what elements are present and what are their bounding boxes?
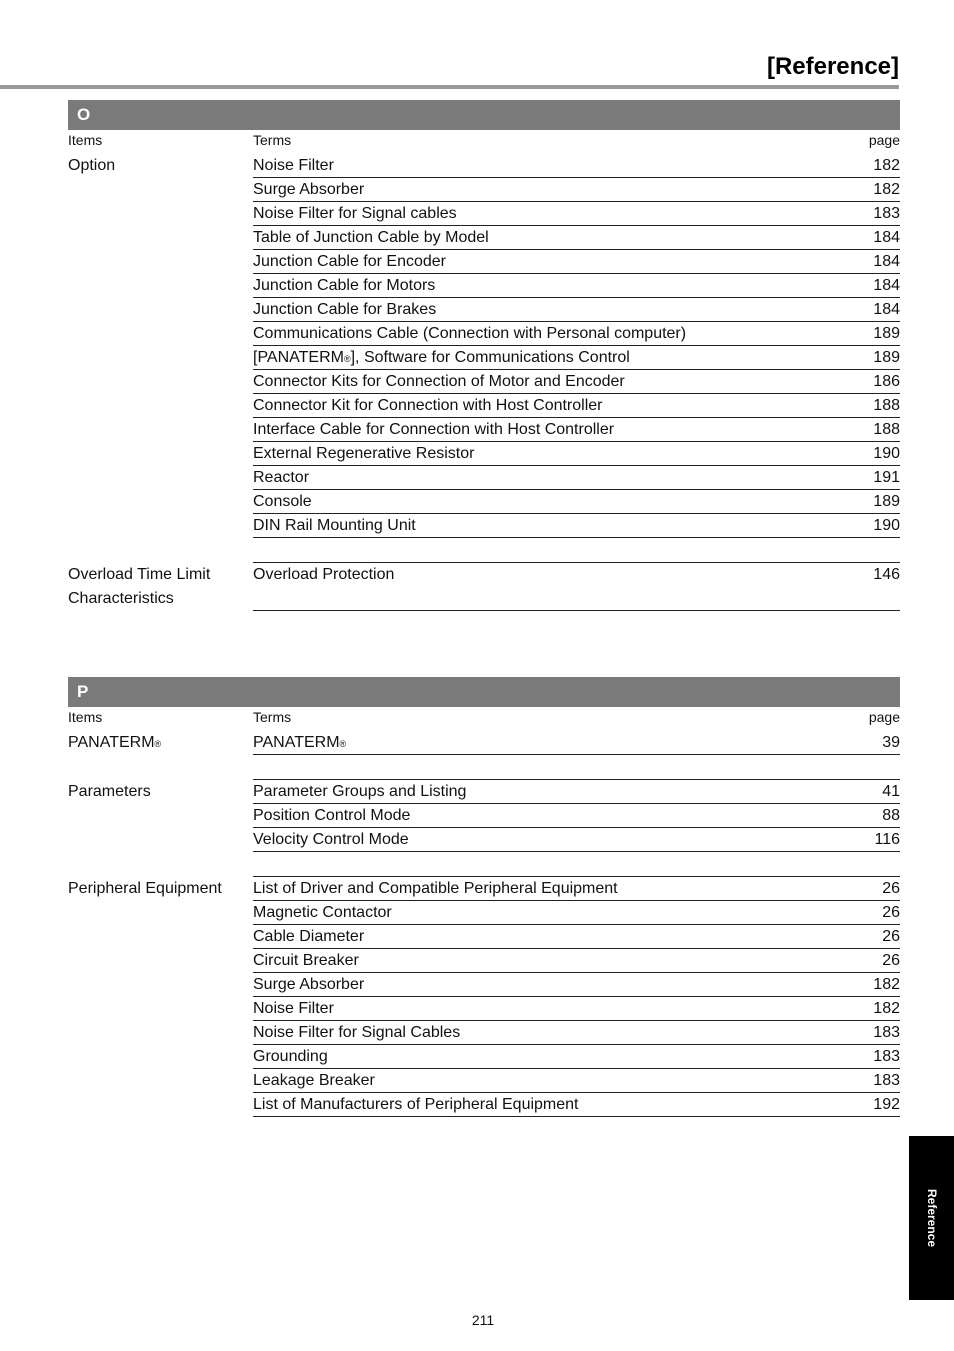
- index-row: [253, 418, 900, 442]
- index-row: [253, 877, 900, 901]
- term-prefix: [PANATERM: [253, 349, 344, 366]
- index-row: [253, 274, 900, 298]
- page-ref: 190: [873, 445, 900, 462]
- index-row: [253, 250, 900, 274]
- item-label-panaterm: [68, 731, 248, 756]
- page-ref: 88: [882, 807, 900, 824]
- page-ref: 146: [873, 566, 900, 583]
- page-ref: 184: [873, 229, 900, 246]
- page-ref: 26: [882, 880, 900, 897]
- group-overload: [68, 563, 900, 611]
- column-terms-label: Terms: [253, 709, 292, 725]
- term-text: Noise Filter: [253, 157, 334, 174]
- term-text: Noise Filter for Signal Cables: [253, 1024, 461, 1041]
- index-row: [253, 298, 900, 322]
- item-label-line: Overload Time Limit: [68, 566, 211, 583]
- row-spacer: [253, 852, 900, 877]
- index-row: [253, 370, 900, 394]
- item-label-text: PANATERM: [68, 734, 155, 751]
- index-row: [253, 1093, 900, 1117]
- group-parameters: [68, 780, 900, 877]
- page-ref: 184: [873, 301, 900, 318]
- group-option: [68, 154, 900, 563]
- column-page-label: page: [868, 132, 900, 148]
- page-ref: 182: [873, 976, 900, 993]
- index-row: [253, 490, 900, 514]
- page-ref: 189: [873, 349, 900, 366]
- index-row: [253, 949, 900, 973]
- page-ref: 188: [873, 397, 900, 414]
- page-ref: 191: [873, 469, 900, 486]
- index-row: [253, 901, 900, 925]
- column-items-label: Items: [68, 709, 103, 725]
- term-text: List of Driver and Compatible Peripheral Equipment: [253, 880, 618, 897]
- term-text: Table of Junction Cable by Model: [253, 229, 489, 246]
- registered-mark: ®: [339, 739, 347, 749]
- column-terms-label: Terms: [253, 132, 292, 148]
- item-label-line: Characteristics: [68, 590, 174, 607]
- page-ref: 26: [882, 904, 900, 921]
- item-label-peripheral: Peripheral Equipment: [68, 880, 222, 897]
- term-text: Surge Absorber: [253, 976, 365, 993]
- term-text: Surge Absorber: [253, 181, 365, 198]
- index-row: [253, 1021, 900, 1045]
- term-text: Leakage Breaker: [253, 1072, 375, 1089]
- term-text: Junction Cable for Motors: [253, 277, 436, 294]
- term-text: Magnetic Contactor: [253, 904, 392, 921]
- page-ref: 26: [882, 952, 900, 969]
- index-row: [253, 1069, 900, 1093]
- index-row: [253, 394, 900, 418]
- term-text: Circuit Breaker: [253, 952, 359, 969]
- term-text: Cable Diameter: [253, 928, 365, 945]
- page-ref: 26: [882, 928, 900, 945]
- page-ref: 182: [873, 181, 900, 198]
- term-text: Reactor: [253, 469, 310, 486]
- index-row: [253, 178, 900, 202]
- section-p-letter: P: [68, 677, 900, 707]
- term-text: Communications Cable (Connection with Personal computer): [253, 325, 687, 342]
- page-title: [Reference]: [766, 53, 899, 80]
- term-prefix: PANATERM: [253, 734, 340, 751]
- index-row: [253, 780, 900, 804]
- index-row: [253, 442, 900, 466]
- index-row: [253, 804, 900, 828]
- term-text: Junction Cable for Encoder: [253, 253, 446, 270]
- column-items-label: Items: [68, 132, 103, 148]
- page-ref: 184: [873, 277, 900, 294]
- index-row: [253, 731, 900, 755]
- term-suffix: ], Software for Communications Control: [350, 349, 630, 366]
- item-label-parameters: Parameters: [68, 783, 151, 800]
- index-row: [253, 202, 900, 226]
- term-text: Noise Filter: [253, 1000, 334, 1017]
- reference-side-tab: [909, 1136, 954, 1300]
- page-ref: 183: [873, 1024, 900, 1041]
- registered-mark: ®: [154, 739, 162, 749]
- page-ref: 183: [873, 1072, 900, 1089]
- group-peripheral: [68, 877, 900, 1117]
- term-text: Connector Kit for Connection with Host Controller: [253, 397, 603, 414]
- term-text: Connector Kits for Connection of Motor and Encoder: [253, 373, 625, 390]
- index-row: [253, 973, 900, 997]
- page-number: 211: [471, 1312, 495, 1328]
- term-text: DIN Rail Mounting Unit: [253, 517, 416, 534]
- index-row: [253, 514, 900, 538]
- term-text: Grounding: [253, 1048, 328, 1065]
- page-ref: 189: [873, 325, 900, 342]
- page-ref: 188: [873, 421, 900, 438]
- page-ref: 184: [873, 253, 900, 270]
- term-text: Position Control Mode: [253, 807, 411, 824]
- index-row: [253, 466, 900, 490]
- column-header: [68, 130, 900, 154]
- column-header: [68, 707, 900, 731]
- index-row: [253, 226, 900, 250]
- term-text: Noise Filter for Signal cables: [253, 205, 457, 222]
- page-ref: 116: [874, 831, 900, 848]
- index-row: [253, 154, 900, 178]
- term-text: [253, 346, 630, 371]
- term-text: External Regenerative Resistor: [253, 445, 475, 462]
- term-text: Junction Cable for Brakes: [253, 301, 437, 318]
- item-label-overload: [68, 563, 248, 611]
- index-row: [253, 563, 900, 611]
- title-rule: [0, 85, 899, 89]
- row-spacer: [253, 755, 900, 780]
- index-row: [253, 322, 900, 346]
- section-o-letter: O: [68, 100, 900, 130]
- group-panaterm: [68, 731, 900, 780]
- item-label-option: Option: [68, 157, 116, 174]
- index-row: [253, 925, 900, 949]
- page-ref: 182: [873, 1000, 900, 1017]
- index-row: [253, 1045, 900, 1069]
- section-p: [68, 677, 900, 1117]
- term-text: Parameter Groups and Listing: [253, 783, 467, 800]
- column-page-label: page: [868, 709, 900, 725]
- term-text: Overload Protection: [253, 566, 395, 583]
- term-text: Interface Cable for Connection with Host Controller: [253, 421, 615, 438]
- row-spacer: [253, 538, 900, 563]
- page-ref: 190: [873, 517, 900, 534]
- side-tab-label: Reference: [924, 1188, 939, 1248]
- page-ref: 192: [873, 1096, 900, 1113]
- term-text: [253, 731, 346, 756]
- registered-mark: ®: [343, 354, 351, 364]
- page-ref: 189: [873, 493, 900, 510]
- section-o: [68, 100, 900, 611]
- page-ref: 39: [882, 734, 900, 751]
- index-row: [253, 828, 900, 852]
- term-text: Velocity Control Mode: [253, 831, 409, 848]
- index-row: [253, 346, 900, 370]
- term-text: Console: [253, 493, 312, 510]
- page-ref: 183: [873, 1048, 900, 1065]
- page-ref: 41: [882, 783, 900, 800]
- page-ref: 186: [873, 373, 900, 390]
- term-text: List of Manufacturers of Peripheral Equipment: [253, 1096, 579, 1113]
- index-row: [253, 997, 900, 1021]
- page-ref: 182: [873, 157, 900, 174]
- page-ref: 183: [873, 205, 900, 222]
